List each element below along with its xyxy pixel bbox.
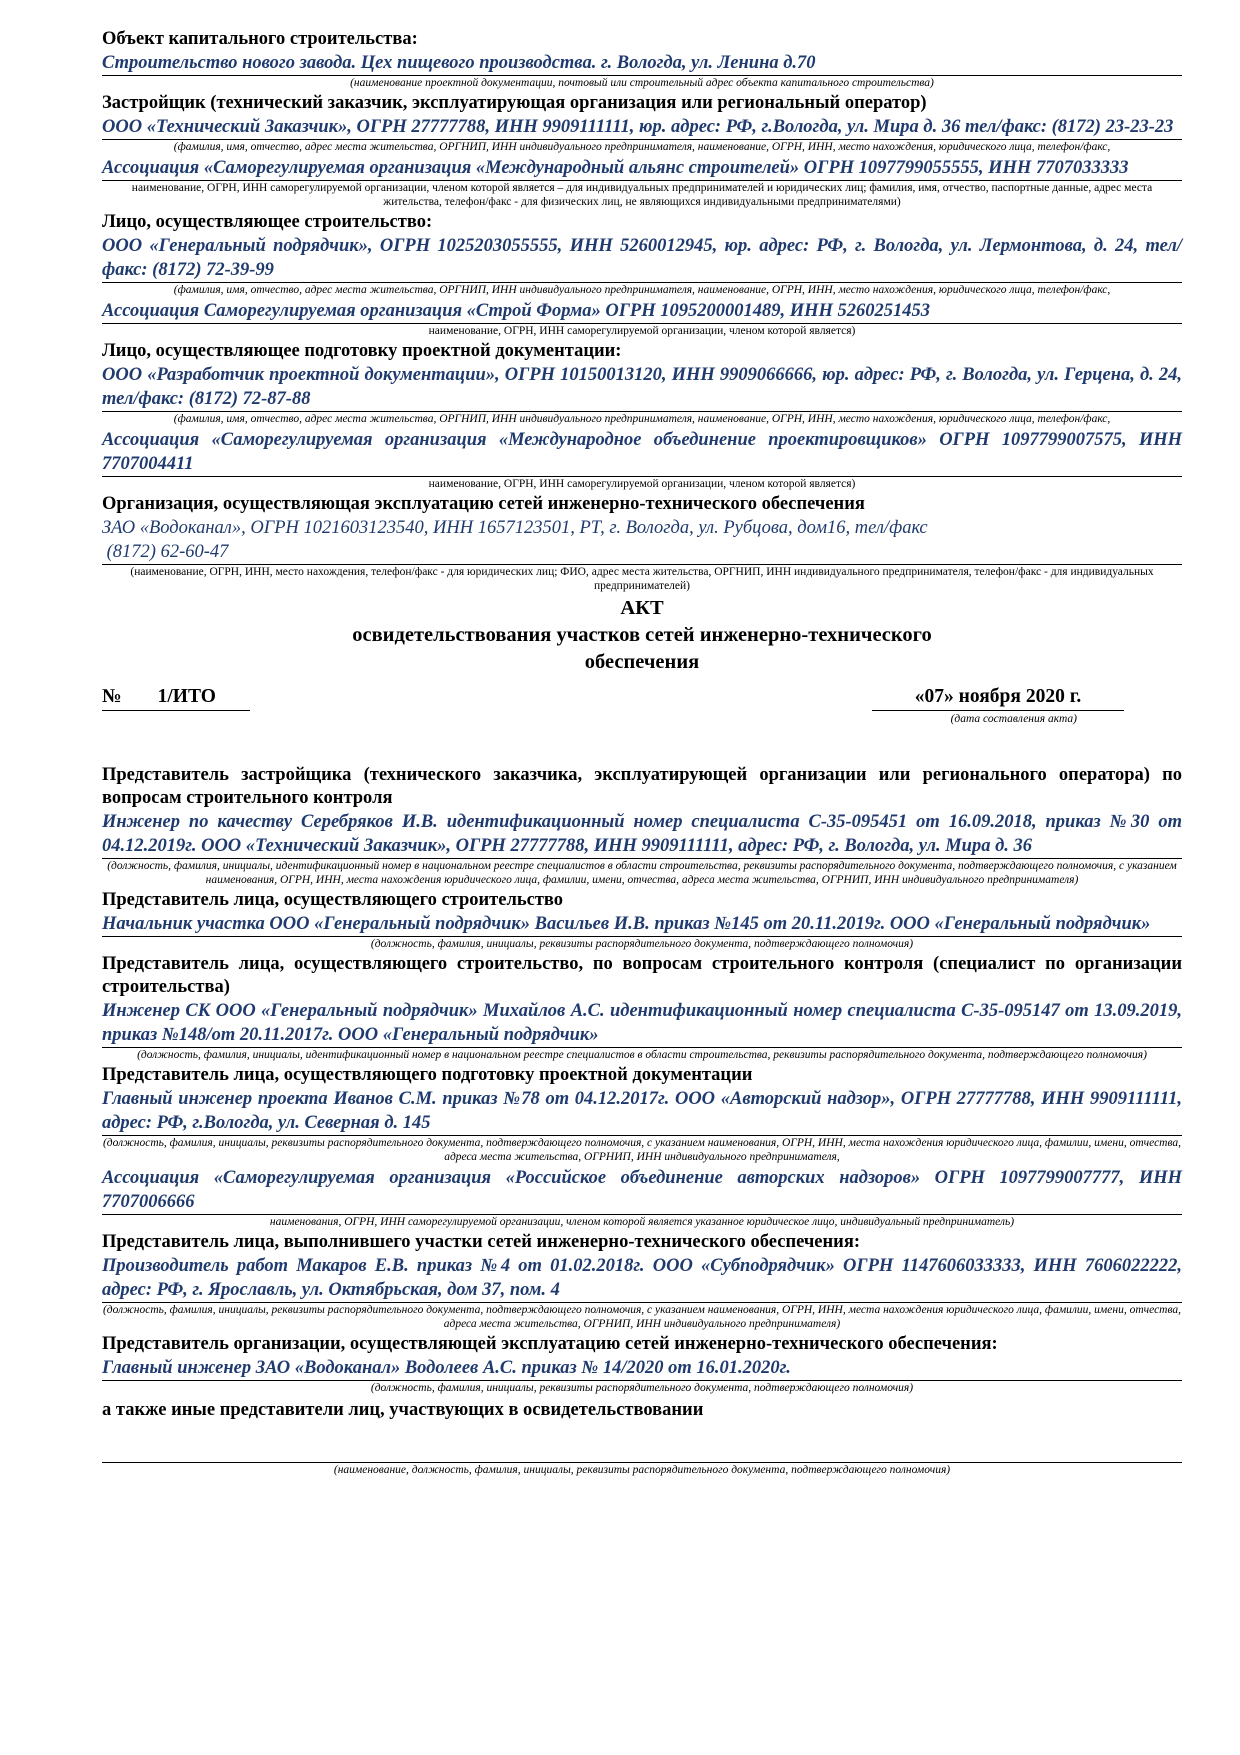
rep-designer-caption: (должность, фамилия, инициалы, реквизиты распорядительного документа, подтверждающего полномочия, с указанием наименования, ОГРН, ИНН, места нахождения юридического лица, фамилии, имени, отчества, адреса места жительства, ОГРНИП, ИНН индивидуального предпринимателя, <box>102 1137 1182 1163</box>
rep-builder-value: Начальник участка ООО «Генеральный подрядчик» Васильев И.В. приказ №145 от 20.11.2019г. ООО «Генеральный подрядчик» <box>102 912 1182 937</box>
rep-developer-caption: (должность, фамилия, инициалы, идентификационный номер в национальном реестре специалистов в области строительства, реквизиты распорядительного документа, подтверждающего полномочия, с указанием наименования, ОГРН, ИНН, места нахождения юридического лица, фамилии, имени, отчества, адреса места жительства, ОГРНИП, ИНН индивидуального предпринимателя) <box>107 860 1177 886</box>
rep-developer-value: Инженер по качеству Серебряков И.В. идентификационный номер специалиста С-35-095451 от 16.09.2018, приказ №30 от 04.12.2019г. ООО «Технический Заказчик», ОГРН 27777788, ИНН 9909111111, адрес: РФ, г. Вологда, ул. Мира д. 36 <box>102 810 1182 859</box>
rep-builder-control-value: Инженер СК ООО «Генеральный подрядчик» Михайлов А.С. идентификационный номер специалиста С-35-095147 от 13.09.2019, приказ №148/от 20.11.2017г. ООО «Генеральный подрядчик» <box>102 999 1182 1048</box>
act-title: АКТ <box>620 597 664 619</box>
builder-sro-value: Ассоциация Саморегулируемая организация «Строй Форма» ОГРН 1095200001489, ИНН 5260251453 <box>102 299 1182 324</box>
object-value: Строительство нового завода. Цех пищевого производства. г. Вологда, ул. Ленина д.70 <box>102 51 1182 76</box>
builder-heading: Лицо, осуществляющее строительство: <box>102 212 433 232</box>
rep-operator-caption: (должность, фамилия, инициалы, реквизиты распорядительного документа, подтверждающего полномочия) <box>370 1382 914 1394</box>
act-number-value: 1/ИТО <box>157 686 216 707</box>
act-number <box>102 684 250 711</box>
act-date: «07» ноября 2020 г. <box>872 684 1124 711</box>
builder-sro-caption: наименование, ОГРН, ИНН саморегулируемой организации, членом которой является) <box>428 325 856 337</box>
operator-value-line1: ЗАО «Водоканал», ОГРН 1021603123540, ИНН 1657123501, РТ, г. Вологда, ул. Рубцова, дом16, тел/факс <box>102 518 928 538</box>
rep-builder-control-heading: Представитель лица, осуществляющего строительство, по вопросам строительного контроля (специалист по организации строительства) <box>102 954 1182 997</box>
rep-operator-heading: Представитель организации, осуществляющей эксплуатацию сетей инженерно-технического обеспечения: <box>102 1334 998 1354</box>
designer-caption: (фамилия, имя, отчество, адрес места жительства, ОРГНИП, ИНН индивидуального предпринимателя, наименование, ОГРН, ИНН, место нахождения, юридического лица, телефон/факс, <box>173 413 1111 425</box>
rep-designer-sro-value: Ассоциация «Саморегулируемая организация «Российское объединение авторских надзоров» ОГРН 1097799007777, ИНН 7707006666 <box>102 1166 1182 1215</box>
act-date-caption: (дата составления акта) <box>950 713 1077 725</box>
designer-sro-value: Ассоциация «Саморегулируемая организация «Международное объединение проектировщиков» ОГРН 1097799007575, ИНН 7707004411 <box>102 428 1182 477</box>
act-subtitle-line1: освидетельствования участков сетей инженерно-технического <box>352 624 932 646</box>
object-caption: (наименование проектной документации, почтовый или строительный адрес объекта капитального строительства) <box>350 77 934 89</box>
rep-contractor-caption: (должность, фамилия, инициалы, реквизиты распорядительного документа, подтверждающего полномочия, с указанием наименования, ОГРН, ИНН, места нахождения юридического лица, фамилии, имени, отчества, адреса места жительства, ОГРНИП, ИНН индивидуального предпринимателя) <box>102 1304 1182 1330</box>
rep-developer-heading: Представитель застройщика (технического заказчика, эксплуатирующей организации или регионального оператора) по вопросам строительного контроля <box>102 765 1182 808</box>
operator-heading: Организация, осуществляющая эксплуатацию сетей инженерно-технического обеспечения <box>102 494 865 514</box>
rep-designer-heading: Представитель лица, осуществляющего подготовку проектной документации <box>102 1065 753 1085</box>
act-number-label: № <box>102 686 122 707</box>
developer-sro-value: Ассоциация «Саморегулируемая организация «Международный альянс строителей» ОГРН 1097799055555, ИНН 7707033333 <box>102 156 1182 181</box>
rep-designer-sro-caption: наименования, ОГРН, ИНН саморегулируемой организации, членом которой является указанное юридическое лицо, индивидуальный предприниматель) <box>269 1216 1015 1228</box>
others-heading: а также иные представители лиц, участвующих в освидетельствовании <box>102 1400 704 1420</box>
rep-builder-caption: (должность, фамилия, инициалы, реквизиты распорядительного документа, подтверждающего полномочия) <box>370 938 914 950</box>
designer-value: ООО «Разработчик проектной документации», ОГРН 10150013120, ИНН 9909066666, юр. адрес: РФ, г. Вологда, ул. Герцена, д. 24, тел/факс: (8172) 72-87-88 <box>102 363 1182 412</box>
designer-heading: Лицо, осуществляющее подготовку проектной документации: <box>102 341 622 361</box>
rep-contractor-heading: Представитель лица, выполнившего участки сетей инженерно-технического обеспечения: <box>102 1232 860 1252</box>
rep-operator-value: Главный инженер ЗАО «Водоканал» Водолеев А.С. приказ № 14/2020 от 16.01.2020г. <box>102 1356 1182 1381</box>
developer-sro-caption: наименование, ОГРН, ИНН саморегулируемой организации, членом которой является – для индивидуальных предпринимателей и юридических лиц; фамилия, имя, отчество, паспортные данные, адрес места жительства, телефон/факс - для физических лиц, не являющихся индивидуальными предпринимателями) <box>131 182 1153 208</box>
designer-sro-caption: наименование, ОГРН, ИНН саморегулируемой организации, членом которой является) <box>428 478 856 490</box>
others-blank-line <box>102 1422 1182 1463</box>
developer-caption: (фамилия, имя, отчество, адрес места жительства, ОРГНИП, ИНН индивидуального предпринимателя, наименование, ОГРН, ИНН, место нахождения, юридического лица, телефон/факс, <box>173 141 1111 153</box>
object-heading: Объект капитального строительства: <box>102 29 418 49</box>
rep-contractor-value: Производитель работ Макаров Е.В. приказ №4 от 01.02.2018г. ООО «Субподрядчик» ОГРН 1147606033333, ИНН 7606022222, адрес: РФ, г. Ярославль, ул. Октябрьская, дом 37, пом. 4 <box>102 1254 1182 1303</box>
rep-designer-value: Главный инженер проекта Иванов С.М. приказ №78 от 04.12.2017г. ООО «Авторский надзор», ОГРН 27777788, ИНН 9909111111, адрес: РФ, г.Вологда, ул. Северная д. 145 <box>102 1087 1182 1136</box>
developer-heading: Застройщик (технический заказчик, эксплуатирующая организация или региональный оператор) <box>102 93 927 113</box>
act-subtitle-line2: обеспечения <box>584 651 700 673</box>
rep-builder-heading: Представитель лица, осуществляющего строительство <box>102 890 564 910</box>
developer-value: ООО «Технический Заказчик», ОГРН 27777788, ИНН 9909111111, юр. адрес: РФ, г.Вологда, ул. Мира д. 36 тел/факс: (8172) 23-23-23 <box>102 115 1182 140</box>
document-page <box>102 28 1182 1479</box>
operator-value-line2: (8172) 62-60-47 <box>102 540 1182 565</box>
builder-caption: (фамилия, имя, отчество, адрес места жительства, ОРГНИП, ИНН индивидуального предпринимателя, наименование, ОГРН, ИНН, место нахождения, юридического лица, телефон/факс, <box>173 284 1111 296</box>
operator-caption: (наименование, ОГРН, ИНН, место нахождения, телефон/факс - для юридических лиц; ФИО, адрес места жительства, ОРГНИП, ИНН индивидуального предпринимателя, телефон/факс - для индивидуальных предпринимателей) <box>130 566 1154 592</box>
act-number-date-row <box>102 684 1182 712</box>
others-caption: (наименование, должность, фамилия, инициалы, реквизиты распорядительного документа, подтверждающего полномочия) <box>333 1464 951 1476</box>
builder-value: ООО «Генеральный подрядчик», ОГРН 1025203055555, ИНН 5260012945, юр. адрес: РФ, г. Вологда, ул. Лермонтова, д. 24, тел/факс: (8172) 72-39-99 <box>102 234 1182 283</box>
rep-builder-control-caption: (должность, фамилия, инициалы, идентификационный номер в национальном реестре специалистов в области строительства, реквизиты распорядительного документа, подтверждающего полномочия) <box>137 1049 1147 1061</box>
